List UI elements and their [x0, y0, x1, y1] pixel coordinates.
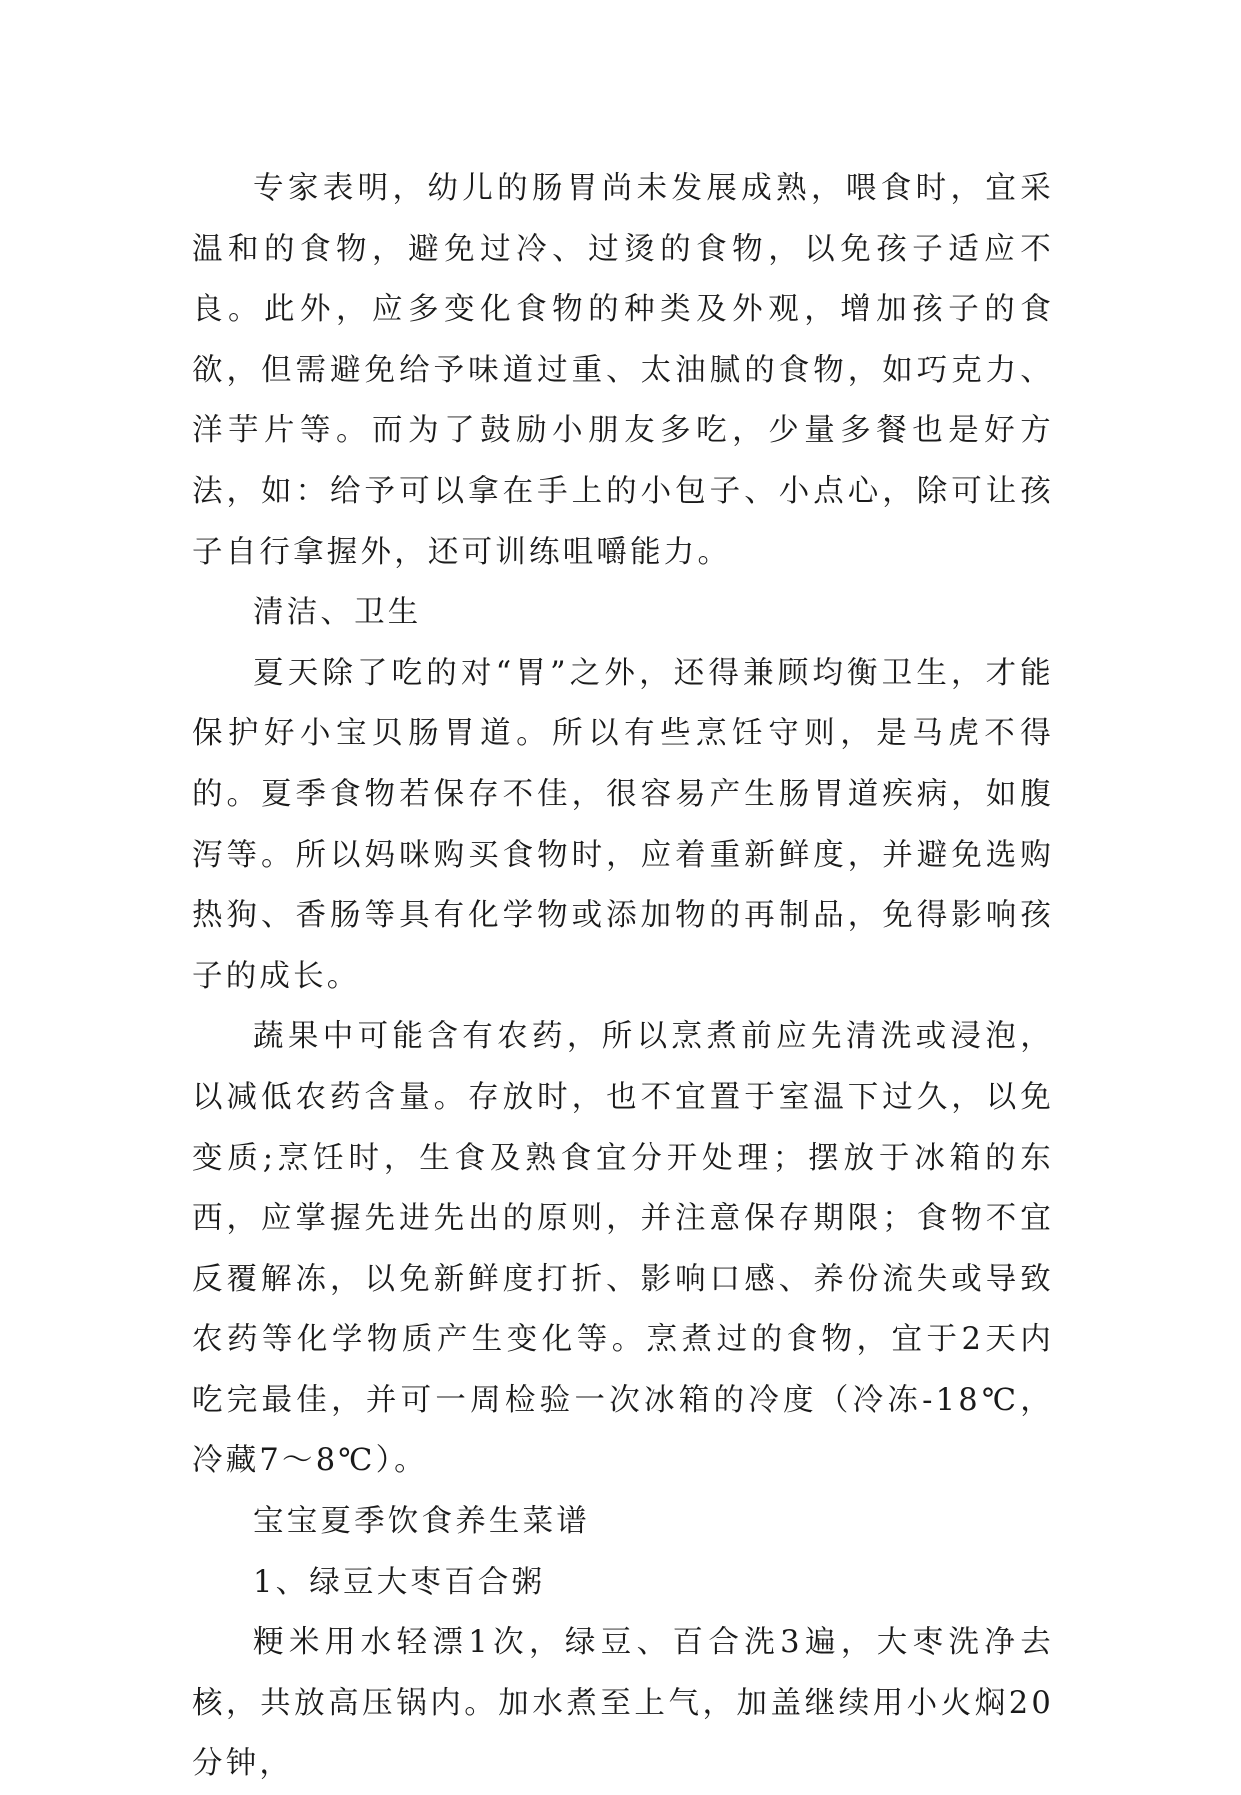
paragraph-produce-storage: 蔬果中可能含有农药，所以烹煮前应先清洗或浸泡，以减低农药含量。存放时，也不宜置于室温下过久，以免变质;烹饪时，生食及熟食宜分开处理；摆放于冰箱的东西，应掌握先进先出的原则，并注意保存期限；食物不宜反覆解冻，以免新鲜度打折、影响口感、养份流失或导致农药等化学物质产生变化等。烹煮过的食物，宜于2天内吃完最佳，并可一周检验一次冰箱的冷度（冷冻-18℃，冷藏7～8℃）。 — [192, 1019, 1054, 1479]
section-heading-recipes: 宝宝夏季饮食养生菜谱 — [253, 1504, 590, 1540]
paragraph-food-safety: 夏天除了吃的对“胃”之外，还得兼顾均衡卫生，才能保护好小宝贝肠胃道。所以有些烹饪守则，是马虎不得的。夏季食物若保存不佳，很容易产生肠胃道疾病，如腹泻等。所以妈咪购买食物时，应着重新鲜度，并避免选购热狗、香肠等具有化学物或添加物的再制品，免得影响孩子的成长。 — [192, 655, 1054, 994]
recipe-instructions-1: 粳米用水轻漂1次，绿豆、百合洗3遍，大枣洗净去核，共放高压锅内。加水煮至上气，加盖继续用小火焖20分钟， — [192, 1625, 1054, 1782]
document-body — [192, 159, 1054, 1795]
section-heading-hygiene: 清洁、卫生 — [253, 595, 422, 631]
recipe-title-1: 1、绿豆大枣百合粥 — [253, 1564, 546, 1600]
paragraph-feeding-advice: 专家表明，幼儿的肠胃尚未发展成熟，喂食时，宜采温和的食物，避免过冷、过烫的食物，以免孩子适应不良。此外，应多变化食物的种类及外观，增加孩子的食欲，但需避免给予味道过重、太油腻的食物，如巧克力、洋芋片等。而为了鼓励小朋友多吃，少量多餐也是好方法，如：给予可以拿在手上的小包子、小点心，除可让孩子自行拿握外，还可训练咀嚼能力。 — [192, 171, 1054, 570]
